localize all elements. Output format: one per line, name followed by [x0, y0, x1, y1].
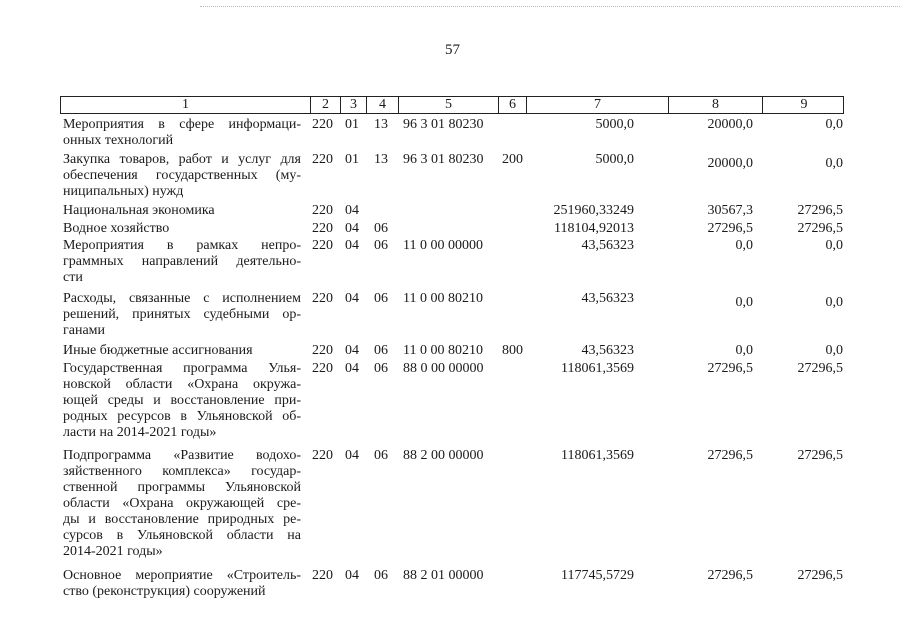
row-c8: 27296,5 [707, 361, 753, 376]
row-c9: 27296,5 [797, 361, 843, 376]
row-c3: 01 [345, 117, 359, 132]
row-name-line: ганами [63, 323, 106, 338]
row-c4: 13 [374, 117, 388, 132]
header-col-9: 9 [800, 97, 808, 112]
row-c7: 5000,0 [595, 117, 634, 132]
header-col-3: 3 [341, 97, 367, 113]
row-name-line: Подпрограмма «Развитие водохо- [63, 448, 301, 463]
row-c8: 0,0 [735, 343, 753, 358]
row-name [63, 343, 301, 359]
row-name-line: Государственная программа Улья- [63, 361, 301, 376]
row-name [63, 152, 301, 200]
row-c2: 220 [312, 291, 333, 306]
row-c4: 06 [374, 221, 388, 236]
row-c4: 06 [374, 448, 388, 463]
row-name-line: Мероприятия в рамках непро- [63, 238, 301, 253]
row-c7: 5000,0 [595, 152, 634, 167]
row-c4: 06 [374, 568, 388, 583]
row-c5: 96 3 01 80230 [403, 117, 484, 132]
row-c3: 04 [345, 448, 359, 463]
row-c9: 0,0 [825, 156, 843, 171]
row-c9: 27296,5 [797, 568, 843, 583]
row-c8: 20000,0 [707, 117, 753, 132]
row-c5: 11 0 00 80210 [403, 291, 483, 306]
header-col-7: 7 [527, 97, 669, 113]
row-name [63, 203, 301, 219]
row-c9: 27296,5 [797, 221, 843, 236]
row-c3: 04 [345, 361, 359, 376]
row-c2: 220 [312, 203, 333, 218]
row-c9: 0,0 [825, 117, 843, 132]
row-name [63, 361, 301, 441]
row-c3: 04 [345, 291, 359, 306]
page-number: 57 [445, 42, 460, 58]
row-c9: 27296,5 [797, 203, 843, 218]
row-name-line: ственной программы Ульяновской [63, 480, 301, 495]
row-name [63, 448, 301, 560]
row-c4: 13 [374, 152, 388, 167]
row-name-line: новской области «Охрана окружа- [63, 377, 301, 392]
row-c5: 88 0 00 00000 [403, 361, 484, 376]
row-c4: 06 [374, 291, 388, 306]
row-c7: 43,56323 [581, 343, 634, 358]
row-c5: 88 2 00 00000 [403, 448, 484, 463]
header-col-6: 6 [499, 97, 527, 113]
table-header [60, 96, 844, 114]
row-c2: 220 [312, 568, 333, 583]
row-c3: 04 [345, 221, 359, 236]
row-name-line: онных технологий [63, 133, 174, 148]
row-c7: 118104,92013 [554, 221, 634, 236]
row-c4: 06 [374, 361, 388, 376]
row-name-line: Мероприятия в сфере информаци- [63, 117, 301, 132]
row-name-line: ласти на 2014-2021 годы» [63, 425, 217, 440]
row-c4: 06 [374, 238, 388, 253]
row-name-line: граммных направлений деятельно- [63, 254, 301, 269]
row-name-line: Иные бюджетные ассигнования [63, 343, 253, 358]
row-c5: 96 3 01 80230 [403, 152, 484, 167]
row-c2: 220 [312, 238, 333, 253]
row-name-line: ды и восстановление природных ре- [63, 512, 301, 527]
row-c3: 01 [345, 152, 359, 167]
row-name [63, 117, 301, 149]
row-c3: 04 [345, 238, 359, 253]
row-name-line: решений, принятых судебными ор- [63, 307, 301, 322]
row-name-line: Национальная экономика [63, 203, 215, 218]
row-c8: 30567,3 [707, 203, 753, 218]
row-c7: 251960,33249 [553, 203, 634, 218]
scan-noise-line [200, 6, 900, 8]
row-name-line: Водное хозяйство [63, 221, 170, 236]
row-name [63, 568, 301, 600]
row-c9: 27296,5 [797, 448, 843, 463]
row-c8: 27296,5 [707, 221, 753, 236]
row-name-line: зяйственного комплекса» государ- [63, 464, 301, 479]
row-c8: 27296,5 [707, 448, 753, 463]
row-c6: 800 [502, 343, 523, 358]
row-c6: 200 [502, 152, 523, 167]
header-col-1: 1 [61, 97, 311, 113]
row-c5: 88 2 01 00000 [403, 568, 484, 583]
row-c2: 220 [312, 361, 333, 376]
row-c8: 27296,5 [707, 568, 753, 583]
row-c7: 43,56323 [581, 291, 634, 306]
row-name-line: ство (реконструкция) сооружений [63, 584, 266, 599]
row-c2: 220 [312, 448, 333, 463]
header-col-4: 4 [367, 97, 399, 113]
header-col-2: 2 [311, 97, 341, 113]
row-c3: 04 [345, 203, 359, 218]
row-c8: 20000,0 [707, 156, 753, 171]
row-c7: 118061,3569 [561, 448, 634, 463]
row-c3: 04 [345, 568, 359, 583]
row-c2: 220 [312, 343, 333, 358]
row-name-line: Закупка товаров, работ и услуг для [63, 152, 301, 167]
row-c7: 43,56323 [581, 238, 634, 253]
row-c9: 0,0 [825, 238, 843, 253]
row-name [63, 291, 301, 339]
header-col-5: 5 [399, 97, 499, 113]
row-name-line: ющей среды и восстановление при- [63, 393, 301, 408]
row-c5: 11 0 00 80210 [403, 343, 483, 358]
row-c2: 220 [312, 152, 333, 167]
row-c4: 06 [374, 343, 388, 358]
row-c8: 0,0 [735, 295, 753, 310]
row-name [63, 238, 301, 286]
row-name-line: сти [63, 270, 83, 285]
row-name-line: родных ресурсов в Ульяновской об- [63, 409, 301, 424]
row-name-line: сурсов в Ульяновской области на [63, 528, 301, 543]
row-name-line: области «Охрана окружающей сре- [63, 496, 301, 511]
row-name-line: ниципальных) нужд [63, 184, 184, 199]
row-c2: 220 [312, 117, 333, 132]
row-c7: 117745,5729 [561, 568, 634, 583]
row-name-line: Основное мероприятие «Строитель- [63, 568, 301, 583]
row-name-line: 2014-2021 годы» [63, 544, 163, 559]
row-c9: 0,0 [825, 295, 843, 310]
row-c3: 04 [345, 343, 359, 358]
row-name-line: обеспечения государственных (му- [63, 168, 301, 183]
row-c9: 0,0 [825, 343, 843, 358]
row-c7: 118061,3569 [561, 361, 634, 376]
row-name-line: Расходы, связанные с исполнением [63, 291, 301, 306]
row-c2: 220 [312, 221, 333, 236]
row-c8: 0,0 [735, 238, 753, 253]
row-name [63, 221, 301, 237]
header-col-8: 8 [669, 97, 763, 113]
row-c5: 11 0 00 00000 [403, 238, 483, 253]
